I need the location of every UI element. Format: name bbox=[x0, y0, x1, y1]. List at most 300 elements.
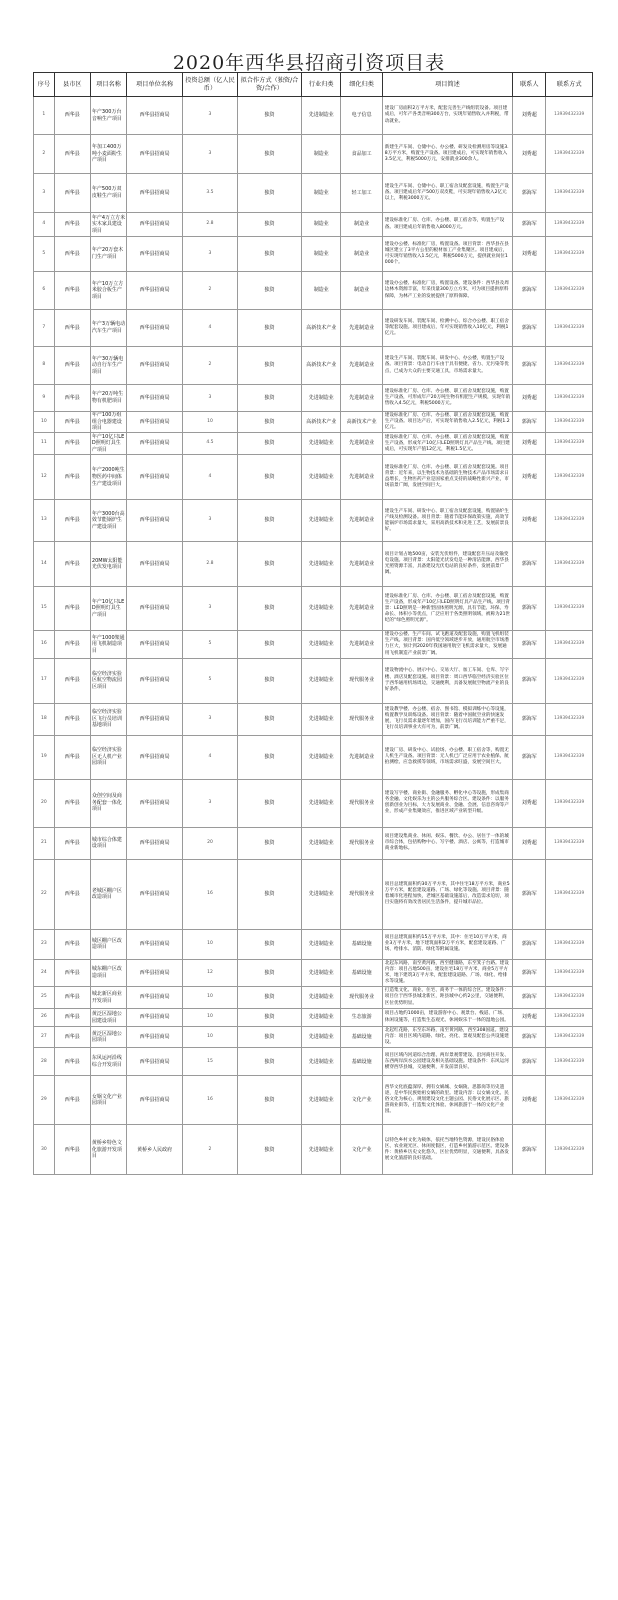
cell-contact: 郭海军 bbox=[513, 272, 546, 310]
header-col-cooperation-mode: 拟合作方式（独资/合资/合作） bbox=[237, 73, 301, 97]
cell-project-name: 年产10万立方米胶合板生产项目 bbox=[90, 272, 126, 310]
cell-industry: 先进制造业 bbox=[302, 827, 341, 859]
cell-contact: 刘秀超 bbox=[513, 500, 546, 542]
cell-industry: 先进制造业 bbox=[302, 658, 341, 703]
cell-phone: 13939432339 bbox=[546, 1009, 593, 1027]
cell-description: 建设标准化厂房、仓库、办公楼、职工宿舍及配套设施，购置生产设备，形成年产10亿只LED照明灯具产品生产线。项目建成后，可实现年产值12亿元，利税1.5亿元。 bbox=[382, 433, 512, 455]
cell-industry: 高新技术产业 bbox=[302, 347, 341, 385]
cell-cooperation-mode: 独资 bbox=[237, 272, 301, 310]
cell-description: 建设厂房、研发中心、试验场、办公楼、职工宿舍等，购置无人机生产设备。项目背景：无人机已广泛应用于农业植保、航拍测绘、应急救援等领域，市场需求旺盛，发展空间巨大。 bbox=[382, 735, 512, 779]
cell-industry: 高新技术产业 bbox=[302, 310, 341, 347]
cell-index: 11 bbox=[34, 433, 55, 455]
cell-contact: 刘秀超 bbox=[513, 385, 546, 412]
cell-investment: 10 bbox=[183, 412, 238, 433]
cell-cooperation-mode: 独资 bbox=[237, 412, 301, 433]
cell-county: 西华县 bbox=[54, 987, 90, 1009]
cell-industry: 制造业 bbox=[302, 237, 341, 272]
cell-description: 项目区域内河道综合治理、两岸景观带建设、沿河商住开发、东西两岸滨水公园建设及相关基础设施。建设条件：东风运河横穿西华县城，交通便利，开发前景良好。 bbox=[382, 1048, 512, 1076]
cell-description: 建设物流中心、展示中心、交易大厅、加工车间、仓库、写字楼、酒店及配套设施。项目背景：周口西华临空经济实验区位于西华通用机场周边，交通便利，具备发展航空物流产业的良好条件。 bbox=[382, 658, 512, 703]
header-col-investment: 投资总额（亿人民币） bbox=[183, 73, 238, 97]
cell-county: 西华县 bbox=[54, 959, 90, 986]
cell-contact: 郭海军 bbox=[513, 174, 546, 213]
cell-index: 18 bbox=[34, 703, 55, 735]
cell-contact: 刘秀超 bbox=[513, 1009, 546, 1027]
cell-contact: 刘秀超 bbox=[513, 779, 546, 827]
cell-project-name: 年产20万套木门生产项目 bbox=[90, 237, 126, 272]
cell-cooperation-mode: 独资 bbox=[237, 455, 301, 500]
table-row bbox=[34, 347, 593, 385]
cell-subcategory: 基础设施 bbox=[341, 1048, 382, 1076]
cell-description: 建设写字楼、商业街、金融服务、孵化中心等设施，形成集商务金融、文化娱乐为主的公共服务综合区。建设条件：以服务创新创业为目标，大力发展商业、金融、会展、信息咨询等产业，形成产业集聚效应，推进区域产业转型升级。 bbox=[382, 779, 512, 827]
cell-county: 西华县 bbox=[54, 500, 90, 542]
cell-description: 建设标准化厂房、仓库、办公楼、职工宿舍及配套设施，购置生产设备，形成年产10亿只LED照明灯具产品生产线。项目背景：LED照明是一种新型固体照明光源，具有节能、环保、寿命长、体积小等优点，广泛应用于各类照明领域，被称为21世纪的“绿色照明光源”。 bbox=[382, 587, 512, 631]
cell-index: 27 bbox=[34, 1027, 55, 1048]
cell-cooperation-mode: 独资 bbox=[237, 735, 301, 779]
cell-contact: 郭海军 bbox=[513, 1125, 546, 1175]
cell-project-name: 年产300万台音响生产项目 bbox=[90, 97, 126, 135]
table-row bbox=[34, 631, 593, 658]
cell-unit-name: 西华县招商局 bbox=[127, 1009, 183, 1027]
cell-project-name: 城北新区商业开发项目 bbox=[90, 987, 126, 1009]
table-row bbox=[34, 1009, 593, 1027]
header-col-description: 项目简述 bbox=[382, 73, 512, 97]
cell-county: 西华县 bbox=[54, 859, 90, 929]
cell-subcategory: 先进制造业 bbox=[341, 347, 382, 385]
cell-index: 21 bbox=[34, 827, 55, 859]
cell-subcategory: 基础设施 bbox=[341, 959, 382, 986]
cell-county: 西华县 bbox=[54, 779, 90, 827]
cell-phone: 13939432339 bbox=[546, 97, 593, 135]
cell-phone: 13939432339 bbox=[546, 310, 593, 347]
cell-project-name: 年产30万辆电动自行车生产项目 bbox=[90, 347, 126, 385]
cell-phone: 13939432339 bbox=[546, 455, 593, 500]
cell-description: 建设生产车间、装配车间、研发中心、办公楼，购置生产设备。项目背景：电动自行车由于具有便捷、省力、无污染等优点，已成为大众的主要交通工具，市场需求量大。 bbox=[382, 347, 512, 385]
cell-unit-name: 西华县招商局 bbox=[127, 703, 183, 735]
cell-subcategory: 现代服务业 bbox=[341, 827, 382, 859]
cell-index: 25 bbox=[34, 987, 55, 1009]
cell-contact: 郭海军 bbox=[513, 1027, 546, 1048]
cell-description: 西华文化底蕴深厚，拥有女娲城、女娲陵、思都岗等历史遗迹，是中华民族始祖女娲的故里。建设内容：以女娲文化、民俗文化为核心，规划建设文化主题公园、民俗文化展示区、旅游商业街等，打造集文化体验、休闲旅游于一体的文化产业园。 bbox=[382, 1076, 512, 1125]
table-row bbox=[34, 827, 593, 859]
cell-phone: 13939432339 bbox=[546, 859, 593, 929]
cell-investment: 3.5 bbox=[183, 174, 238, 213]
cell-phone: 13939432339 bbox=[546, 237, 593, 272]
cell-county: 西华县 bbox=[54, 347, 90, 385]
cell-county: 西华县 bbox=[54, 455, 90, 500]
cell-unit-name: 西华县招商局 bbox=[127, 310, 183, 347]
cell-county: 西华县 bbox=[54, 433, 90, 455]
cell-phone: 13939432339 bbox=[546, 703, 593, 735]
cell-subcategory: 先进制造业 bbox=[341, 433, 382, 455]
cell-unit-name: 西华县招商局 bbox=[127, 859, 183, 929]
cell-subcategory: 制造业 bbox=[341, 237, 382, 272]
cell-investment: 5 bbox=[183, 658, 238, 703]
cell-industry: 先进制造业 bbox=[302, 1027, 341, 1048]
cell-investment: 2 bbox=[183, 1125, 238, 1175]
cell-industry: 先进制造业 bbox=[302, 859, 341, 929]
table-row bbox=[34, 135, 593, 174]
table-row bbox=[34, 500, 593, 542]
header-col-contact: 联系人 bbox=[513, 73, 546, 97]
cell-contact: 郭海军 bbox=[513, 987, 546, 1009]
table-row bbox=[34, 859, 593, 929]
cell-investment: 10 bbox=[183, 1009, 238, 1027]
cell-phone: 13939432339 bbox=[546, 500, 593, 542]
table-body bbox=[34, 97, 593, 1175]
cell-index: 14 bbox=[34, 542, 55, 587]
cell-industry: 先进制造业 bbox=[302, 703, 341, 735]
cell-project-name: 年加工400万吨小麦面粉生产项目 bbox=[90, 135, 126, 174]
header-col-county: 县市区 bbox=[54, 73, 90, 97]
cell-county: 西华县 bbox=[54, 97, 90, 135]
cell-description: 建设标准化厂房、仓库、办公楼、职工宿舍及配套设施。项目背景：近年来，以生物技术为基础的生物技术产品市场需求日益增长，生物医药产业是国家重点支持的战略性新兴产业，市场前景广阔，发展空间巨大。 bbox=[382, 455, 512, 500]
cell-investment: 15 bbox=[183, 1048, 238, 1076]
cell-subcategory: 现代服务业 bbox=[341, 859, 382, 929]
cell-index: 22 bbox=[34, 859, 55, 929]
cell-contact: 郭海军 bbox=[513, 1048, 546, 1076]
cell-county: 西华县 bbox=[54, 237, 90, 272]
cell-subcategory: 基础设施 bbox=[341, 929, 382, 959]
cell-county: 西华县 bbox=[54, 587, 90, 631]
cell-cooperation-mode: 独资 bbox=[237, 929, 301, 959]
cell-investment: 3 bbox=[183, 500, 238, 542]
table-row bbox=[34, 385, 593, 412]
cell-investment: 3 bbox=[183, 587, 238, 631]
cell-county: 西华县 bbox=[54, 542, 90, 587]
cell-phone: 13939432339 bbox=[546, 779, 593, 827]
cell-description: 建设标准化厂房、仓库、办公楼、职工宿舍等，购置生产设备。项目建成后年销售收入8000万元。 bbox=[382, 213, 512, 237]
cell-project-name: 年产3000台高效节能锅炉生产建设项目 bbox=[90, 500, 126, 542]
cell-county: 西华县 bbox=[54, 310, 90, 347]
cell-cooperation-mode: 独资 bbox=[237, 1125, 301, 1175]
cell-cooperation-mode: 独资 bbox=[237, 1048, 301, 1076]
cell-description: 建设教学楼、办公楼、宿舍、图书馆、模拟训练中心等设施，购置教学及训练设备。项目背景：随着中国航空业的快速发展，飞行员需求量逐年增加，国内飞行员培训能力严重不足，飞行员培训事业大有可为，前景广阔。 bbox=[382, 703, 512, 735]
table-row bbox=[34, 1076, 593, 1125]
cell-subcategory: 生态旅游 bbox=[341, 1009, 382, 1027]
header-col-phone: 联系方式 bbox=[546, 73, 593, 97]
cell-subcategory: 现代服务业 bbox=[341, 658, 382, 703]
cell-project-name: 年产500万双皮鞋生产项目 bbox=[90, 174, 126, 213]
cell-project-name: 女娲文化产业园项目 bbox=[90, 1076, 126, 1125]
cell-investment: 10 bbox=[183, 929, 238, 959]
cell-contact: 刘秀超 bbox=[513, 237, 546, 272]
cell-phone: 13939432339 bbox=[546, 1048, 593, 1076]
cell-project-name: 年产10亿只LED照明灯具生产项目 bbox=[90, 433, 126, 455]
table-row bbox=[34, 433, 593, 455]
cell-description: 以特色乡村文化为载体，依托当地特色资源，建设民俗体验区、农业观光区、休闲度假区，打造乡村旅游示范区。建设条件：黄桥乡历史文化悠久，区位优势明显，交通便利，具备发展文化旅游的良好基础。 bbox=[382, 1125, 512, 1175]
cell-industry: 先进制造业 bbox=[302, 959, 341, 986]
table-row bbox=[34, 272, 593, 310]
cell-index: 26 bbox=[34, 1009, 55, 1027]
cell-unit-name: 西华县招商局 bbox=[127, 347, 183, 385]
cell-project-name: 年产2000吨生物医药中间体生产建设项目 bbox=[90, 455, 126, 500]
cell-description: 建设研发车间、装配车间、检测中心、综合办公楼、职工宿舍等配套设施。项目建成后，年可实现销售收入10亿元，利税1亿元。 bbox=[382, 310, 512, 347]
cell-contact: 郭海军 bbox=[513, 542, 546, 587]
cell-project-name: 众创空间及商务配套一体化项目 bbox=[90, 779, 126, 827]
cell-phone: 13939432339 bbox=[546, 347, 593, 385]
cell-index: 10 bbox=[34, 412, 55, 433]
cell-unit-name: 西华县招商局 bbox=[127, 1048, 183, 1076]
cell-project-name: 年产10亿只LED照明灯具生产项目 bbox=[90, 587, 126, 631]
cell-subcategory: 先进制造业 bbox=[341, 735, 382, 779]
cell-contact: 刘秀超 bbox=[513, 1076, 546, 1125]
cell-index: 28 bbox=[34, 1048, 55, 1076]
cell-contact: 郭海军 bbox=[513, 959, 546, 986]
cell-subcategory: 基础设施 bbox=[341, 1027, 382, 1048]
cell-cooperation-mode: 独资 bbox=[237, 859, 301, 929]
cell-unit-name: 西华县招商局 bbox=[127, 412, 183, 433]
cell-subcategory: 轻工加工 bbox=[341, 174, 382, 213]
cell-cooperation-mode: 独资 bbox=[237, 237, 301, 272]
cell-phone: 13939432339 bbox=[546, 987, 593, 1009]
cell-phone: 13939432339 bbox=[546, 213, 593, 237]
cell-description: 项目总建筑面积约30万平方米，其中住宅18万平方米，商业5万平方米，配套建设道路、广场、绿化等设施。项目背景：随着城市化进程加快，老城区基础设施落后，改造需求迫切，项目实施将有效改善居民生活条件，提升城市品位。 bbox=[382, 859, 512, 929]
cell-cooperation-mode: 独资 bbox=[237, 433, 301, 455]
cell-industry: 先进制造业 bbox=[302, 542, 341, 587]
cell-index: 2 bbox=[34, 135, 55, 174]
cell-investment: 4.5 bbox=[183, 433, 238, 455]
table-row bbox=[34, 97, 593, 135]
cell-investment: 4 bbox=[183, 455, 238, 500]
cell-index: 12 bbox=[34, 455, 55, 500]
cell-subcategory: 先进制造业 bbox=[341, 310, 382, 347]
table-row bbox=[34, 779, 593, 827]
cell-contact: 郭海军 bbox=[513, 658, 546, 703]
cell-index: 8 bbox=[34, 347, 55, 385]
cell-index: 15 bbox=[34, 587, 55, 631]
cell-project-name: 年产3万辆电动汽车生产项目 bbox=[90, 310, 126, 347]
table-row bbox=[34, 1048, 593, 1076]
cell-index: 29 bbox=[34, 1076, 55, 1125]
document-title: 2020年西华县招商引资项目表 bbox=[172, 52, 446, 74]
cell-investment: 2.8 bbox=[183, 542, 238, 587]
cell-index: 3 bbox=[34, 174, 55, 213]
cell-investment: 3 bbox=[183, 237, 238, 272]
table-row bbox=[34, 1027, 593, 1048]
cell-cooperation-mode: 独资 bbox=[237, 174, 301, 213]
cell-phone: 13939432339 bbox=[546, 735, 593, 779]
cell-county: 西华县 bbox=[54, 703, 90, 735]
cell-project-name: 城东棚户区改造项目 bbox=[90, 959, 126, 986]
cell-contact: 刘秀超 bbox=[513, 97, 546, 135]
cell-investment: 4 bbox=[183, 310, 238, 347]
cell-description: 建设标准化厂房、仓库、办公楼、职工宿舍及配套设施，购置生产设备，可形成年产20万吨生物有机肥生产规模，实现年销售收入4.5亿元，利税5000万元。 bbox=[382, 385, 512, 412]
cell-phone: 13939432339 bbox=[546, 1027, 593, 1048]
cell-phone: 13939432339 bbox=[546, 959, 593, 986]
cell-cooperation-mode: 独资 bbox=[237, 500, 301, 542]
cell-project-name: 老城区棚户区改造项目 bbox=[90, 859, 126, 929]
table-row bbox=[34, 174, 593, 213]
table-row bbox=[34, 310, 593, 347]
cell-description: 项目建设集商业、休闲、娱乐、餐饮、办公、居住于一体的城市综合体，包括购物中心、写字楼、酒店、公寓等，打造城市商业新地标。 bbox=[382, 827, 512, 859]
cell-description: 北起红花路，东至东环路，南至黄河路，西至308国道。建设内容：项目区域内道路、绿化、亮化、景观及配套公共设施建设。 bbox=[382, 1027, 512, 1048]
cell-investment: 2 bbox=[183, 347, 238, 385]
cell-unit-name: 西华县招商局 bbox=[127, 455, 183, 500]
header-col-unit-name: 项目单位名称 bbox=[127, 73, 183, 97]
cell-description: 建设办公楼、生产车间、试飞跑道及配套设施，购置飞机组装生产线。项目背景：国内低空领域逐步开放，通用航空市场潜力巨大，预计到2020年我国通用航空飞机需求量大，发展通用飞机制造产业前景广阔。 bbox=[382, 631, 512, 658]
cell-project-name: 城区棚户区改造项目 bbox=[90, 929, 126, 959]
cell-unit-name: 西华县招商局 bbox=[127, 500, 183, 542]
cell-county: 西华县 bbox=[54, 1009, 90, 1027]
table-row bbox=[34, 587, 593, 631]
cell-project-name: 20MW太阳能光伏发电项目 bbox=[90, 542, 126, 587]
cell-index: 5 bbox=[34, 237, 55, 272]
cell-description: 打造集文化、商业、住宅、商务于一体的综合区。建设条件：项目位于西华县城北新区，距县城中心约2公里，交通便利，区位优势明显。 bbox=[382, 987, 512, 1009]
cell-investment: 4 bbox=[183, 735, 238, 779]
cell-industry: 高新技术产业 bbox=[302, 412, 341, 433]
table-row bbox=[34, 412, 593, 433]
cell-county: 西华县 bbox=[54, 631, 90, 658]
cell-index: 4 bbox=[34, 213, 55, 237]
cell-investment: 3 bbox=[183, 385, 238, 412]
cell-contact: 郭海军 bbox=[513, 735, 546, 779]
cell-index: 19 bbox=[34, 735, 55, 779]
cell-investment: 10 bbox=[183, 1027, 238, 1048]
cell-unit-name: 西华县招商局 bbox=[127, 959, 183, 986]
cell-phone: 13939432339 bbox=[546, 929, 593, 959]
cell-contact: 郭海军 bbox=[513, 213, 546, 237]
cell-description: 项目计划占地500亩，安装光伏组件，建设配套升压站及输变电设施。项目背景：太阳能光伏发电是一种清洁能源，西华县光照资源丰富，具备建设光伏电站的良好条件，发展前景广阔。 bbox=[382, 542, 512, 587]
cell-county: 西华县 bbox=[54, 272, 90, 310]
cell-index: 9 bbox=[34, 385, 55, 412]
cell-cooperation-mode: 独资 bbox=[237, 587, 301, 631]
cell-cooperation-mode: 独资 bbox=[237, 1076, 301, 1125]
cell-project-name: 黄泛区湿地公园项目 bbox=[90, 1027, 126, 1048]
cell-industry: 制造业 bbox=[302, 174, 341, 213]
cell-contact: 刘秀超 bbox=[513, 827, 546, 859]
cell-county: 西华县 bbox=[54, 1048, 90, 1076]
cell-subcategory: 文化产业 bbox=[341, 1076, 382, 1125]
cell-county: 西华县 bbox=[54, 827, 90, 859]
table-row bbox=[34, 929, 593, 959]
cell-industry: 先进制造业 bbox=[302, 587, 341, 631]
cell-cooperation-mode: 独资 bbox=[237, 310, 301, 347]
cell-subcategory: 先进制造业 bbox=[341, 631, 382, 658]
header-col-subcategory: 细化归类 bbox=[341, 73, 382, 97]
cell-county: 西华县 bbox=[54, 1125, 90, 1175]
cell-unit-name: 西华县招商局 bbox=[127, 213, 183, 237]
cell-subcategory: 先进制造业 bbox=[341, 542, 382, 587]
projects-table bbox=[33, 72, 593, 1175]
cell-project-name: 年产1000架通用飞机制造项目 bbox=[90, 631, 126, 658]
cell-contact: 刘秀超 bbox=[513, 135, 546, 174]
cell-project-name: 年产20万吨生物有机肥项目 bbox=[90, 385, 126, 412]
cell-phone: 13939432339 bbox=[546, 433, 593, 455]
cell-phone: 13939432339 bbox=[546, 827, 593, 859]
table-row bbox=[34, 658, 593, 703]
cell-index: 7 bbox=[34, 310, 55, 347]
cell-index: 17 bbox=[34, 658, 55, 703]
table-row bbox=[34, 987, 593, 1009]
cell-unit-name: 西华县招商局 bbox=[127, 1027, 183, 1048]
cell-cooperation-mode: 独资 bbox=[237, 779, 301, 827]
cell-description: 建设标准化厂房、仓库、办公楼、职工宿舍及配套设施，购置生产设备。项目达产后，可实现年销售收入2.5亿元，利税1.2亿元。 bbox=[382, 412, 512, 433]
cell-phone: 13939432339 bbox=[546, 174, 593, 213]
cell-industry: 先进制造业 bbox=[302, 929, 341, 959]
cell-phone: 13939432339 bbox=[546, 542, 593, 587]
cell-cooperation-mode: 独资 bbox=[237, 703, 301, 735]
table-row bbox=[34, 959, 593, 986]
cell-unit-name: 西华县招商局 bbox=[127, 827, 183, 859]
cell-investment: 3 bbox=[183, 97, 238, 135]
cell-industry: 制造业 bbox=[302, 272, 341, 310]
cell-unit-name: 西华县招商局 bbox=[127, 779, 183, 827]
table-row bbox=[34, 703, 593, 735]
cell-investment: 3 bbox=[183, 135, 238, 174]
cell-unit-name: 西华县招商局 bbox=[127, 272, 183, 310]
cell-investment: 2 bbox=[183, 272, 238, 310]
cell-industry: 先进制造业 bbox=[302, 97, 341, 135]
cell-investment: 2.8 bbox=[183, 213, 238, 237]
cell-county: 西华县 bbox=[54, 735, 90, 779]
cell-county: 西华县 bbox=[54, 658, 90, 703]
cell-unit-name: 西华县招商局 bbox=[127, 987, 183, 1009]
cell-unit-name: 西华县招商局 bbox=[127, 658, 183, 703]
cell-industry: 先进制造业 bbox=[302, 1076, 341, 1125]
cell-subcategory: 先进制造业 bbox=[341, 587, 382, 631]
cell-description: 建设办公楼、标准化厂房，购置设备。项目背景：西华县在县城区建立了3平方公里的板材加工产业集聚区。项目建成后，可实现年销售收入1.5亿元，利税5000万元，提供就业岗位1000个。 bbox=[382, 237, 512, 272]
cell-investment: 5 bbox=[183, 631, 238, 658]
cell-industry: 先进制造业 bbox=[302, 433, 341, 455]
cell-investment: 10 bbox=[183, 987, 238, 1009]
cell-project-name: 临空经济实验区航空物流园区项目 bbox=[90, 658, 126, 703]
cell-index: 20 bbox=[34, 779, 55, 827]
table-row bbox=[34, 455, 593, 500]
cell-cooperation-mode: 独资 bbox=[237, 987, 301, 1009]
cell-unit-name: 西华县招商局 bbox=[127, 542, 183, 587]
cell-county: 西华县 bbox=[54, 1076, 90, 1125]
cell-cooperation-mode: 独资 bbox=[237, 542, 301, 587]
cell-cooperation-mode: 独资 bbox=[237, 97, 301, 135]
cell-phone: 13939432339 bbox=[546, 1076, 593, 1125]
cell-unit-name: 西华县招商局 bbox=[127, 237, 183, 272]
cell-unit-name: 西华县招商局 bbox=[127, 735, 183, 779]
cell-cooperation-mode: 独资 bbox=[237, 213, 301, 237]
cell-industry: 先进制造业 bbox=[302, 1009, 341, 1027]
cell-cooperation-mode: 独资 bbox=[237, 959, 301, 986]
table-row bbox=[34, 1125, 593, 1175]
cell-phone: 13939432339 bbox=[546, 272, 593, 310]
cell-subcategory: 文化产业 bbox=[341, 1125, 382, 1175]
cell-project-name: 临空经济实验区飞行员培训基地项目 bbox=[90, 703, 126, 735]
table-row bbox=[34, 542, 593, 587]
cell-project-name: 临空经济实验区无人机产业园项目 bbox=[90, 735, 126, 779]
cell-contact: 郭海军 bbox=[513, 310, 546, 347]
cell-index: 6 bbox=[34, 272, 55, 310]
cell-investment: 3 bbox=[183, 779, 238, 827]
cell-contact: 郭海军 bbox=[513, 412, 546, 433]
cell-county: 西华县 bbox=[54, 1027, 90, 1048]
cell-phone: 13939432339 bbox=[546, 385, 593, 412]
cell-project-name: 东风运河沿线综合开发项目 bbox=[90, 1048, 126, 1076]
cell-contact: 郭海军 bbox=[513, 631, 546, 658]
cell-industry: 制造业 bbox=[302, 213, 341, 237]
cell-phone: 13939432339 bbox=[546, 412, 593, 433]
table-row bbox=[34, 213, 593, 237]
cell-index: 30 bbox=[34, 1125, 55, 1175]
cell-investment: 16 bbox=[183, 1076, 238, 1125]
cell-investment: 12 bbox=[183, 959, 238, 986]
cell-industry: 先进制造业 bbox=[302, 779, 341, 827]
cell-unit-name: 西华县招商局 bbox=[127, 135, 183, 174]
cell-contact: 郭海军 bbox=[513, 587, 546, 631]
cell-project-name: 城市综合体建设项目 bbox=[90, 827, 126, 859]
cell-unit-name: 西华县招商局 bbox=[127, 385, 183, 412]
cell-contact: 刘秀超 bbox=[513, 433, 546, 455]
cell-description: 建设办公楼、标准化厂房，购置设备。建设条件：西华县及周边林木资源丰富，年采伐量300万立方米，可为项目提供原料保障，为林产工业的发展提供了原料保障。 bbox=[382, 272, 512, 310]
cell-cooperation-mode: 独资 bbox=[237, 658, 301, 703]
cell-phone: 13939432339 bbox=[546, 1125, 593, 1175]
